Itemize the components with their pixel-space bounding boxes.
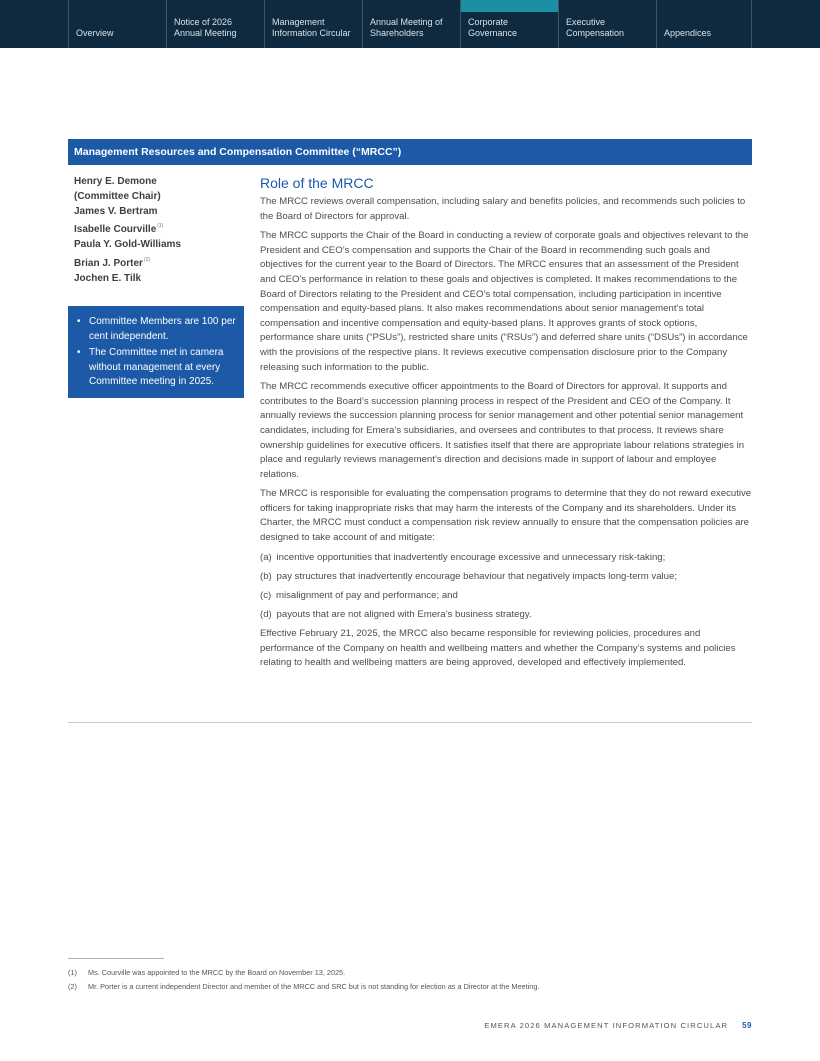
- footnote-marker: (1): [157, 223, 164, 230]
- section-divider: [68, 722, 752, 723]
- active-tab-indicator: [461, 0, 558, 12]
- section-header: [68, 139, 752, 165]
- paragraph: The MRCC reviews overall compensation, including salary and benefits policies, and recommends such policies to the Board of Directors for approval.: [260, 196, 746, 222]
- page-number: 59: [742, 1021, 752, 1030]
- footer-title: EMERA 2026 MANAGEMENT INFORMATION CIRCULAR: [484, 1021, 729, 1030]
- tab-label: Annual Meeting of Shareholders: [370, 17, 443, 38]
- tab-label: Management Information Circular: [272, 17, 351, 38]
- footnote-rule: [68, 958, 164, 959]
- footnote-number: (2): [68, 982, 77, 991]
- footnote-text: Mr. Porter is a current independent Director and member of the MRCC and SRC but is not standing for election as a Director at the Meeting.: [88, 982, 540, 991]
- highlight-item: • The Committee met in camera without management at every Committee meeting in 2025.: [77, 346, 236, 390]
- footnote: [68, 966, 752, 980]
- committee-members: [74, 175, 244, 287]
- page-footer: [484, 1021, 752, 1030]
- footnotes: [68, 966, 752, 994]
- tab-label: Overview: [76, 28, 114, 38]
- tab-label: Appendices: [664, 28, 712, 38]
- paragraph: The MRCC recommends executive officer appointments to the Board of Directors for approval. It supports and contributes to the Board’s succession planning process in respect of the President and CEO of the Company. It annually reviews the succession planning process for senior management and other potential senior management candidates, including for Emera’s subsidiaries, and oversees and contributes to that process. It reviews share ownership guidelines for executive officers. It satisfies itself that there are appropriate labour relations strategies in place and regularly reviews management’s direction and decisions made in support of labour and employee relations.: [260, 381, 745, 480]
- footnote: [68, 980, 752, 994]
- tab-appendices[interactable]: [656, 0, 752, 48]
- member-name: Jochen E. Tilk: [74, 272, 142, 284]
- tab-label: Executive Compensation: [566, 17, 625, 38]
- tab-annual-meeting-of-shareholders[interactable]: [362, 0, 460, 48]
- paragraph: The MRCC supports the Chair of the Board in conducting a review of corporate goals and objectives relevant to the President and CEO’s compensation and supports the Chair of the Board in recommending such goals and objectives for the current year to the Board of Directors. The MRCC ensures that an assessment of the President and CEO’s performance in relation to these goals and objectives is completed. It makes recommendations to the Board of Directors relating to the President and CEO’s total compensation, including participation in incentive compensation and equity-based plans. It also makes recommendations about senior management’s total compensation and incentive compensation and equity-based plans. It approves grants of stock options, performance share units (“PSUs”), restricted share units (“RSUs”) and deferred share units (“DSUs”) in accordance with the provisions of the respective plans. It reviews executive compensation disclosure prior to the Company releasing such information to the public.: [260, 230, 749, 373]
- member-name: Brian J. Porter$^{(2)}$: [74, 256, 151, 269]
- highlight-item: • Committee Members are 100 per cent independent.: [77, 315, 236, 344]
- highlights-box: [68, 306, 244, 398]
- top-navigation: [0, 0, 820, 48]
- section-title: Management Resources and Compensation Committee (“MRCC”): [74, 146, 402, 158]
- member-name: (Committee Chair): [74, 190, 161, 202]
- list-item: (b) pay structures that inadvertently encourage behaviour that negatively impacts long-term value;: [260, 570, 678, 582]
- member-name: Isabelle Courville$^{(1)}$: [74, 223, 164, 236]
- role-heading: Role of the MRCC: [260, 175, 374, 191]
- tab-corporate-governance[interactable]: [460, 0, 558, 48]
- tab-overview[interactable]: [68, 0, 166, 48]
- tab-management-information-circular[interactable]: [264, 0, 362, 48]
- list-item: (d) payouts that are not aligned with Emera’s business strategy.: [260, 608, 532, 620]
- member-name: Paula Y. Gold-Williams: [74, 239, 181, 251]
- paragraph: Effective February 21, 2025, the MRCC also became responsible for reviewing policies, procedures and performance of the Company on health and wellbeing matters and whether the Company’s systems and policies relating to health and wellbeing matters are being approved, developed and effectively implemented.: [260, 628, 736, 669]
- member-name: James V. Bertram: [74, 205, 158, 217]
- list-item: (c) misalignment of pay and performance; and: [260, 589, 458, 601]
- list-item: (a) incentive opportunities that inadvertently encourage excessive and unnecessary risk-taking;: [260, 551, 666, 563]
- role-section: [260, 175, 752, 676]
- member-name: Henry E. Demone: [74, 176, 157, 187]
- footnote-number: (1): [68, 968, 77, 977]
- paragraph: The MRCC is responsible for evaluating the compensation programs to determine that they do not reward executive officers for taking inappropriate risks that may harm the interests of the Company and its shareholders. Under its Charter, the MRCC must conduct a compensation risk review annually to ensure that the compensation policies are designed to take account of and mitigate:: [260, 488, 752, 544]
- tab-executive-compensation[interactable]: [558, 0, 656, 48]
- tab-label: Corporate Governance: [468, 17, 518, 38]
- footnote-marker: (2): [143, 256, 151, 263]
- tab-notice-of-annual-meeting[interactable]: [166, 0, 264, 48]
- footnote-text: Ms. Courville was appointed to the MRCC by the Board on November 13, 2025.: [88, 968, 346, 977]
- tab-label: Notice of 2026 Annual Meeting: [174, 17, 237, 38]
